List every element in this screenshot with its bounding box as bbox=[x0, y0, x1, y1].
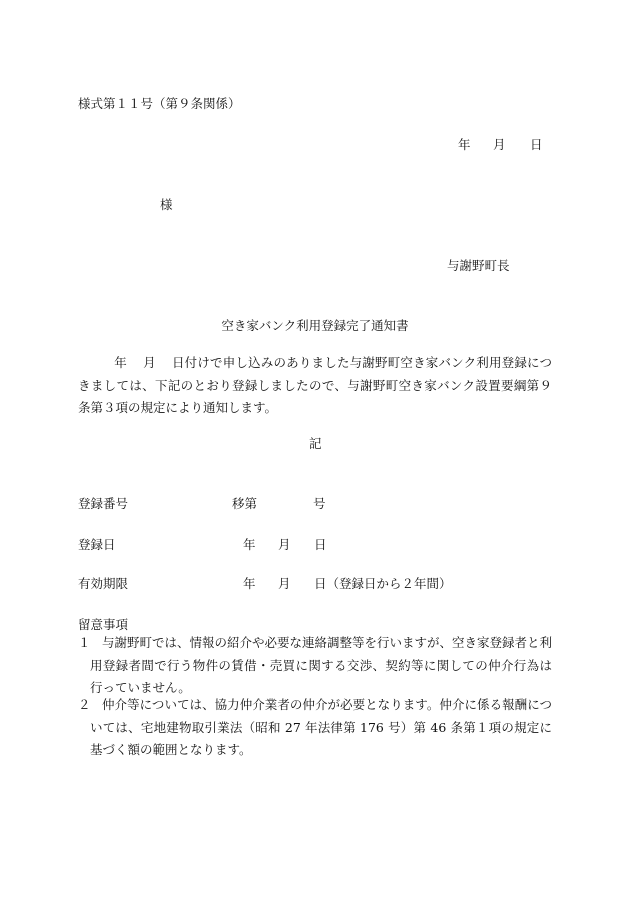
validity-month: 月 bbox=[278, 576, 291, 591]
document-title: 空き家バンク利用登録完了通知書 bbox=[221, 318, 409, 333]
registration-date-label: 登録日 bbox=[78, 537, 116, 552]
registration-number-suffix: 号 bbox=[313, 496, 326, 511]
registration-date-month: 月 bbox=[278, 537, 291, 552]
note-item bbox=[78, 632, 552, 700]
body-month: 月 bbox=[142, 355, 156, 370]
validity-label: 有効期限 bbox=[78, 576, 129, 591]
body-paragraph bbox=[78, 352, 552, 420]
registration-date-day: 日 bbox=[314, 537, 327, 552]
validity-day: 日（登録日から２年間） bbox=[314, 576, 452, 591]
note-number: １ bbox=[78, 635, 91, 650]
body-text: 日付けで申し込みのありました与謝野町空き家バンク利用登録につきましては、下記のとおり登録しましたので、与謝野町空き家バンク設置要綱第９条第３項の規定により通知します。 bbox=[78, 355, 552, 415]
recipient-honorific: 様 bbox=[160, 197, 173, 212]
header-date-month: 月 bbox=[493, 137, 506, 152]
validity-year: 年 bbox=[243, 576, 256, 591]
header-date-year: 年 bbox=[458, 137, 471, 152]
note-text: 仲介等については、協力仲介業者の仲介が必要となります。仲介に係る報酬については、宅地建物取引業法（昭和 27 年法律第 176 号）第 46 条第１項の規定に基づく額の範囲となります。 bbox=[90, 697, 552, 757]
header-date-day: 日 bbox=[530, 137, 543, 152]
body-year: 年 bbox=[114, 355, 127, 370]
notes-heading: 留意事項 bbox=[78, 617, 129, 632]
registration-number-label: 登録番号 bbox=[78, 496, 129, 511]
registration-date-year: 年 bbox=[243, 537, 256, 552]
issuer: 与謝野町長 bbox=[447, 258, 510, 273]
ki-heading: 記 bbox=[309, 436, 322, 451]
registration-number-prefix: 移第 bbox=[232, 496, 258, 511]
note-item bbox=[78, 694, 552, 762]
form-number: 様式第１１号（第９条関係） bbox=[78, 96, 241, 111]
note-text: 与謝野町では、情報の紹介や必要な連絡調整等を行いますが、空き家登録者と利用登録者間で行う物件の賃借・売買に関する交渉、契約等に関しての仲介行為は行っていません。 bbox=[90, 635, 553, 695]
note-number: ２ bbox=[78, 697, 91, 712]
